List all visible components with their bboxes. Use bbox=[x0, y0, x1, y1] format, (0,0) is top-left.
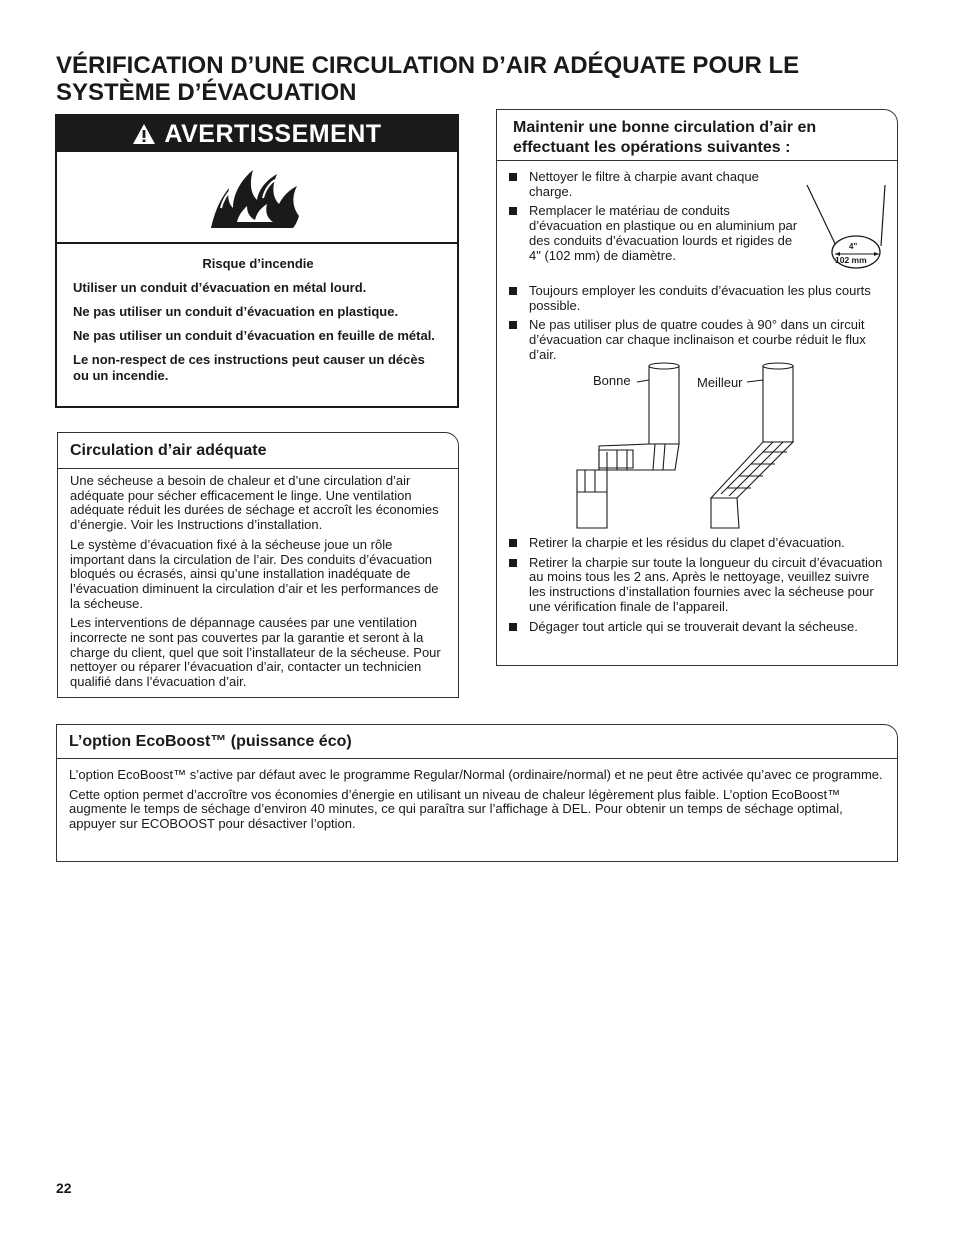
maintenance-list-bottom bbox=[509, 536, 889, 639]
ecoboost-section-header bbox=[57, 725, 897, 759]
circulation-paragraph: Le système d’évacuation fixé à la sécheuse joue un rôle important dans la circulation de l’air. Des conduits d’évacuation bloqués ou écrasés, ainsi qu’une installation inadéquate de l’évacuation diminuent la circulation d’air et les performances de la sécheuse. bbox=[70, 536, 439, 611]
ecoboost-heading: L’option EcoBoost™ (puissance éco) bbox=[69, 733, 352, 750]
warning-line: Ne pas utiliser un conduit d’évacuation en plastique. bbox=[73, 304, 399, 319]
circulation-section bbox=[57, 432, 459, 698]
page-number: 22 bbox=[56, 1180, 72, 1196]
page-title: VÉRIFICATION D’UNE CIRCULATION D’AIR ADÉQUATE POUR LE SYSTÈME D’ÉVACUATION bbox=[56, 52, 800, 106]
list-item: Dégager tout article qui se trouverait devant la sécheuse. bbox=[509, 620, 889, 635]
warning-box bbox=[55, 114, 459, 408]
fire-hazard-area bbox=[57, 152, 457, 244]
warning-risk-title: Risque d’incendie bbox=[202, 256, 314, 271]
duct-diameter-diagram bbox=[799, 180, 889, 280]
ecoboost-section bbox=[56, 724, 898, 862]
duct-label-mm: 102 mm bbox=[835, 255, 867, 265]
warning-line: Ne pas utiliser un conduit d’évacuation en feuille de métal. bbox=[73, 328, 435, 343]
ecoboost-paragraph: L’option EcoBoost™ s’active par défaut avec le programme Regular/Normal (ordinaire/normal) et ne peut être activée qu’avec ce programme. bbox=[69, 767, 883, 782]
maintenance-heading: Maintenir une bonne circulation d’air en effectuant les opérations suivantes : bbox=[513, 119, 817, 156]
warning-heading: AVERTISSEMENT bbox=[164, 119, 382, 148]
circulation-heading: Circulation d’air adéquate bbox=[70, 442, 267, 459]
fire-icon bbox=[207, 164, 307, 230]
warning-triangle-icon bbox=[132, 123, 156, 145]
ecoboost-paragraph: Cette option permet d’accroître vos économies d’énergie en utilisant un niveau de chaleur légèrement plus faible. L’option EcoBoost™ augmente le temps de séchage d’environ 40 minutes, ce qui paraîtra sur l’affichage à DEL. Pour obtenir un temps de séchage optimal, appuyer sur ECOBOOST pour désactiver l’option. bbox=[69, 786, 843, 832]
list-item: Nettoyer le filtre à charpie avant chaque charge. bbox=[509, 170, 799, 199]
list-item: Ne pas utiliser plus de quatre coudes à 90° dans un circuit d’évacuation car chaque inclinaison et courbe réduit le flux d’air. bbox=[509, 318, 879, 362]
list-item: Remplacer le matériau de conduits d’évacuation en plastique ou en aluminium par des conduits d’évacuation lourds et rigides de 4" (102 mm) de diamètre. bbox=[509, 204, 799, 263]
label-good: Bonne bbox=[593, 373, 631, 388]
circulation-paragraph: Les interventions de dépannage causées par une ventilation incorrecte ne sont pas couvertes par la garantie et seront à la charge du client, quel que soit l’installateur de la sécheuse. Pour nettoyer ou réparer l’évacuation d’air, contacter un technicien qualifié dans l’évacuation d’air. bbox=[70, 615, 441, 690]
circulation-paragraph: Une sécheuse a besoin de chaleur et d’une circulation d’air adéquate pour sécher efficacement le linge. Une ventilation adéquate réduit les durées de séchage et accroît les économies d’énergie. Voir les Instructions d’installation. bbox=[70, 473, 439, 533]
warning-line: Le non-respect de ces instructions peut causer un décès ou un incendie. bbox=[73, 352, 425, 383]
label-better: Meilleur bbox=[697, 375, 743, 390]
list-item: Retirer la charpie sur toute la longueur du circuit d’évacuation au moins tous les 2 ans. Après le nettoyage, veuillez suivre les instructions d’installation fournies avec la sécheuse pour une vérification finale de l’appareil. bbox=[509, 556, 889, 615]
warning-line: Utiliser un conduit d’évacuation en métal lourd. bbox=[73, 280, 367, 295]
list-item: Retirer la charpie et les résidus du clapet d’évacuation. bbox=[509, 536, 889, 551]
circulation-section-header bbox=[58, 433, 458, 469]
maintenance-list-middle bbox=[509, 284, 879, 368]
maintenance-section-header bbox=[497, 110, 897, 161]
list-item: Toujours employer les conduits d’évacuation les plus courts possible. bbox=[509, 284, 879, 313]
vent-elbow-diagram bbox=[567, 360, 797, 532]
warning-header bbox=[57, 116, 457, 152]
duct-label-inches: 4" bbox=[849, 242, 858, 251]
maintenance-section bbox=[496, 109, 898, 666]
maintenance-list-top bbox=[509, 170, 799, 268]
